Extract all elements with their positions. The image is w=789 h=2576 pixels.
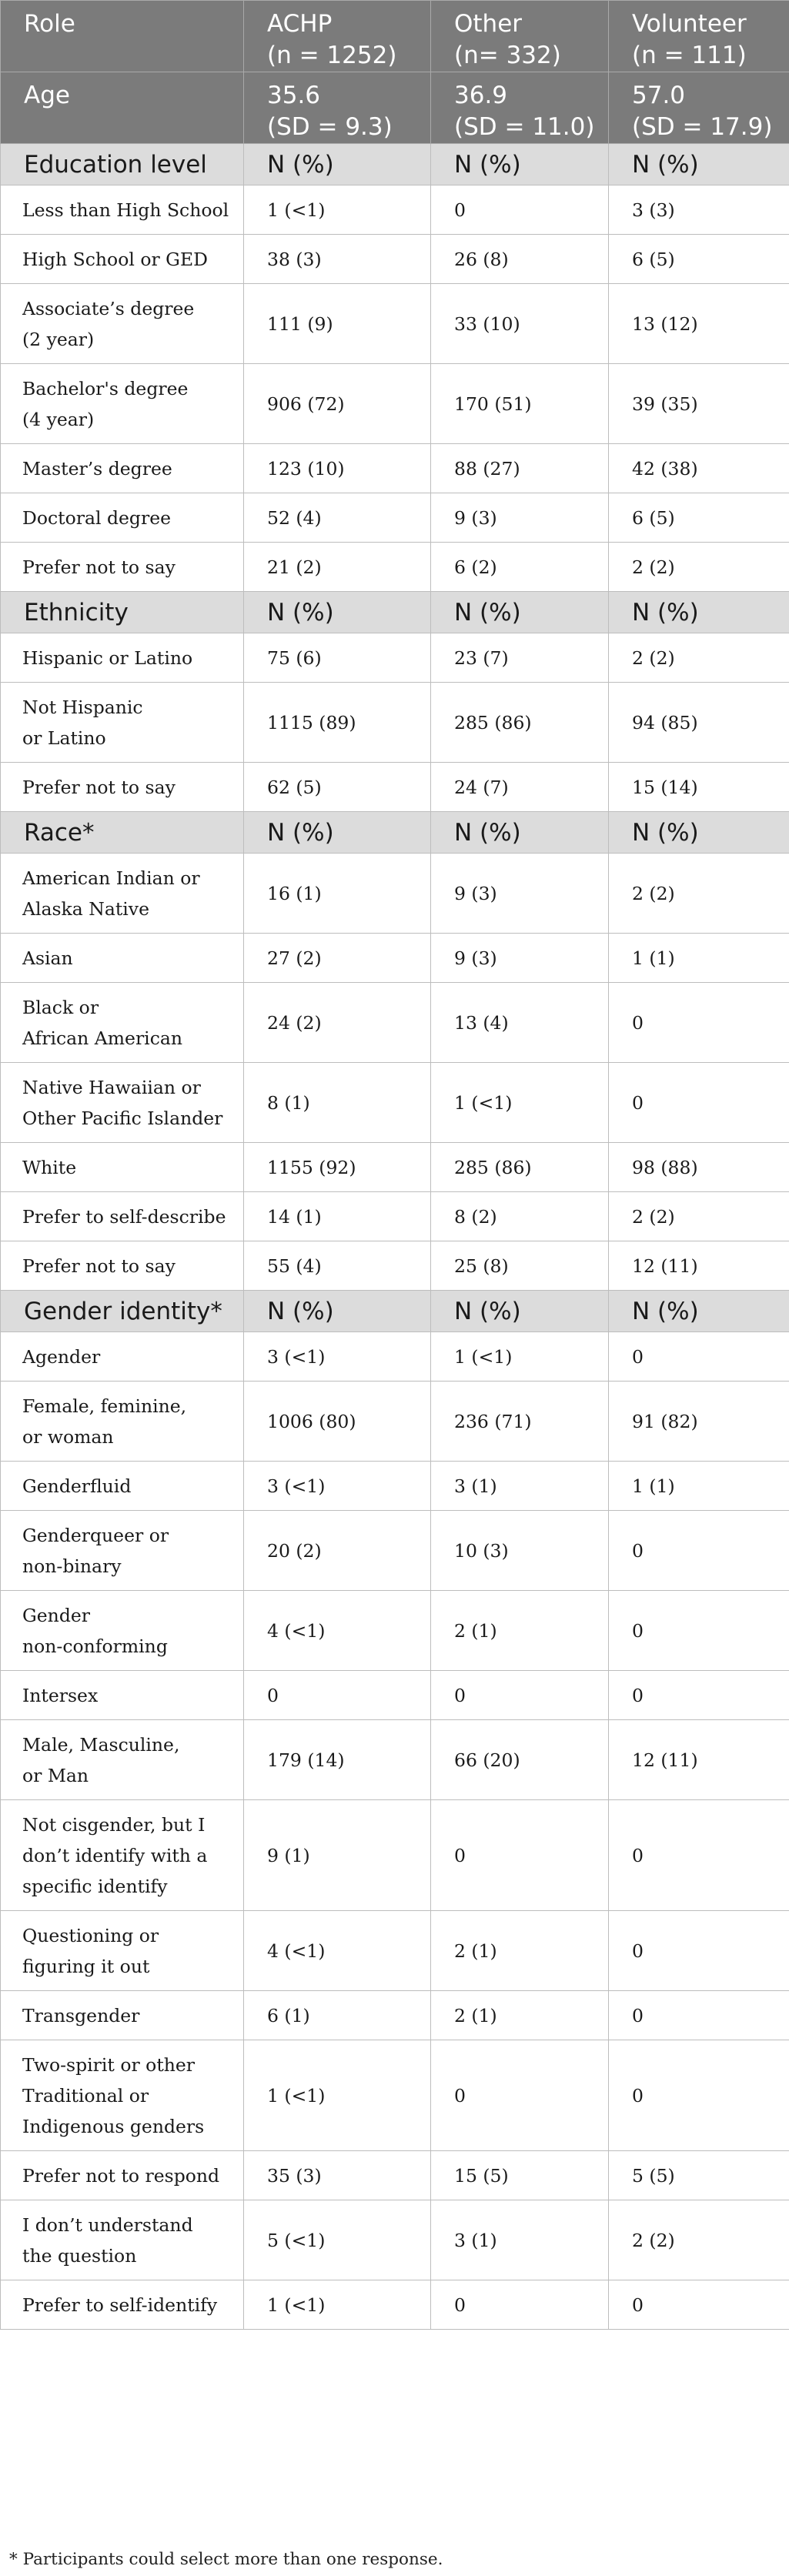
table-row-achp-cell: 1115 (89) — [244, 683, 431, 763]
header-row-age-achp-cell: 35.6 (SD = 9.3) — [244, 72, 431, 144]
section-header-achp-cell: N (%) — [244, 812, 431, 854]
table-row-achp-cell: 6 (1) — [244, 1991, 431, 2040]
table-row-label-cell: Two-spirit or other Traditional or Indigenous genders — [1, 2040, 244, 2151]
table-row-other-cell: 2 (1) — [431, 1991, 609, 2040]
header-row-role — [1, 1, 789, 72]
table-row — [1, 284, 789, 364]
table-row-volunteer-cell: 91 (82) — [609, 1382, 789, 1462]
table-row-other-cell: 10 (3) — [431, 1511, 609, 1591]
table-row-volunteer-cell: 0 — [609, 1911, 789, 1991]
table-row-achp-cell: 4 (<1) — [244, 1591, 431, 1671]
table-body — [1, 1, 789, 2330]
table-row-other-cell: 15 (5) — [431, 2151, 609, 2200]
table-row — [1, 185, 789, 235]
table-row-label-cell: Prefer not to say — [1, 1241, 244, 1291]
table-row-other-cell: 9 (3) — [431, 493, 609, 543]
table-row-label-cell: Associate’s degree (2 year) — [1, 284, 244, 364]
table-row-volunteer-cell: 98 (88) — [609, 1143, 789, 1192]
table-row-label-cell: Bachelor's degree (4 year) — [1, 364, 244, 444]
table-row-other-cell: 1 (<1) — [431, 1332, 609, 1382]
table-row — [1, 1800, 789, 1911]
table-row-volunteer-cell: 6 (5) — [609, 493, 789, 543]
table-row — [1, 1720, 789, 1800]
table-row — [1, 2200, 789, 2280]
footnote: * Participants could select more than one response. — [9, 2550, 443, 2569]
table-row — [1, 1991, 789, 2040]
table-row-achp-cell: 55 (4) — [244, 1241, 431, 1291]
table-row-label-cell: Gender non-conforming — [1, 1591, 244, 1671]
header-row-role-achp-cell: ACHP (n = 1252) — [244, 1, 431, 72]
table-row-label-cell: American Indian or Alaska Native — [1, 854, 244, 934]
header-row-role-other-cell: Other (n= 332) — [431, 1, 609, 72]
table-row — [1, 543, 789, 592]
table-row — [1, 2040, 789, 2151]
section-header-other-cell: N (%) — [431, 1291, 609, 1332]
table-row-label-cell: Genderfluid — [1, 1462, 244, 1511]
table-row-other-cell: 24 (7) — [431, 763, 609, 812]
table-row-achp-cell: 16 (1) — [244, 854, 431, 934]
table-row-other-cell: 3 (1) — [431, 1462, 609, 1511]
section-header-volunteer-cell: N (%) — [609, 144, 789, 185]
table-row — [1, 934, 789, 983]
table-row-achp-cell: 1 (<1) — [244, 2280, 431, 2330]
section-header-other-cell: N (%) — [431, 812, 609, 854]
table-row-label-cell: Prefer to self-identify — [1, 2280, 244, 2330]
table-row-volunteer-cell: 0 — [609, 1671, 789, 1720]
table-row-achp-cell: 906 (72) — [244, 364, 431, 444]
table-row-volunteer-cell: 0 — [609, 2040, 789, 2151]
table-row-other-cell: 236 (71) — [431, 1382, 609, 1462]
table-row-label-cell: Prefer not to respond — [1, 2151, 244, 2200]
table-row — [1, 1462, 789, 1511]
table-row-label-cell: Questioning or figuring it out — [1, 1911, 244, 1991]
table-row-achp-cell: 179 (14) — [244, 1720, 431, 1800]
table-row-volunteer-cell: 42 (38) — [609, 444, 789, 493]
table-row-label-cell: High School or GED — [1, 235, 244, 284]
table-row-other-cell: 0 — [431, 2280, 609, 2330]
table-row-achp-cell: 4 (<1) — [244, 1911, 431, 1991]
table-row-volunteer-cell: 0 — [609, 1332, 789, 1382]
table-row-label-cell: Agender — [1, 1332, 244, 1382]
table-row — [1, 1192, 789, 1241]
table-row-achp-cell: 1006 (80) — [244, 1382, 431, 1462]
table-row-other-cell: 0 — [431, 1671, 609, 1720]
table-row-label-cell: I don’t understand the question — [1, 2200, 244, 2280]
table-row-volunteer-cell: 3 (3) — [609, 185, 789, 235]
table-row-achp-cell: 27 (2) — [244, 934, 431, 983]
header-row-age-other-cell: 36.9 (SD = 11.0) — [431, 72, 609, 144]
table-row — [1, 493, 789, 543]
table-row-label-cell: Female, feminine, or woman — [1, 1382, 244, 1462]
section-header — [1, 144, 789, 185]
table-row-other-cell: 88 (27) — [431, 444, 609, 493]
table-row-other-cell: 285 (86) — [431, 1143, 609, 1192]
table-row — [1, 2151, 789, 2200]
table-row-label-cell: Not cisgender, but I don’t identify with a specific identify — [1, 1800, 244, 1911]
table-row-label-cell: Genderqueer or non-binary — [1, 1511, 244, 1591]
table-row — [1, 1063, 789, 1143]
table-row-volunteer-cell: 0 — [609, 1591, 789, 1671]
table-row-other-cell: 3 (1) — [431, 2200, 609, 2280]
table-row-label-cell: Black or African American — [1, 983, 244, 1063]
section-header-volunteer-cell: N (%) — [609, 592, 789, 633]
table-row-volunteer-cell: 0 — [609, 1511, 789, 1591]
table-row — [1, 444, 789, 493]
table-row-other-cell: 285 (86) — [431, 683, 609, 763]
section-header-label-cell: Gender identity* — [1, 1291, 244, 1332]
table-row-other-cell: 6 (2) — [431, 543, 609, 592]
table-row-volunteer-cell: 6 (5) — [609, 235, 789, 284]
table-row — [1, 1332, 789, 1382]
table-row — [1, 1591, 789, 1671]
table-row-achp-cell: 20 (2) — [244, 1511, 431, 1591]
table-row-volunteer-cell: 1 (1) — [609, 934, 789, 983]
section-header-volunteer-cell: N (%) — [609, 812, 789, 854]
table-row-achp-cell: 3 (<1) — [244, 1462, 431, 1511]
table-row-volunteer-cell: 2 (2) — [609, 543, 789, 592]
table-row-other-cell: 26 (8) — [431, 235, 609, 284]
table-row-label-cell: Native Hawaiian or Other Pacific Islander — [1, 1063, 244, 1143]
section-header-achp-cell: N (%) — [244, 1291, 431, 1332]
table-row-volunteer-cell: 15 (14) — [609, 763, 789, 812]
section-header-label-cell: Education level — [1, 144, 244, 185]
table-row-achp-cell: 38 (3) — [244, 235, 431, 284]
table-row-achp-cell: 1 (<1) — [244, 185, 431, 235]
table-row-other-cell: 25 (8) — [431, 1241, 609, 1291]
table-row-achp-cell: 5 (<1) — [244, 2200, 431, 2280]
table-row-volunteer-cell: 0 — [609, 1800, 789, 1911]
table-row-label-cell: Asian — [1, 934, 244, 983]
table-row-achp-cell: 9 (1) — [244, 1800, 431, 1911]
table-row-label-cell: Transgender — [1, 1991, 244, 2040]
table-row-volunteer-cell: 0 — [609, 1063, 789, 1143]
table-row-volunteer-cell: 2 (2) — [609, 2200, 789, 2280]
table-row — [1, 1143, 789, 1192]
table-row — [1, 364, 789, 444]
table-row-volunteer-cell: 5 (5) — [609, 2151, 789, 2200]
table-row-volunteer-cell: 12 (11) — [609, 1241, 789, 1291]
table-row-volunteer-cell: 39 (35) — [609, 364, 789, 444]
table-row-achp-cell: 62 (5) — [244, 763, 431, 812]
table-row-achp-cell: 3 (<1) — [244, 1332, 431, 1382]
table-row-volunteer-cell: 0 — [609, 983, 789, 1063]
section-header-achp-cell: N (%) — [244, 144, 431, 185]
table-row-achp-cell: 111 (9) — [244, 284, 431, 364]
header-row-role-label-cell: Role — [1, 1, 244, 72]
table-row-other-cell: 9 (3) — [431, 854, 609, 934]
table-row-label-cell: Less than High School — [1, 185, 244, 235]
section-header-label-cell: Race* — [1, 812, 244, 854]
table-row-label-cell: Hispanic or Latino — [1, 633, 244, 683]
table-row-achp-cell: 0 — [244, 1671, 431, 1720]
table-row-volunteer-cell: 0 — [609, 2280, 789, 2330]
table-row — [1, 1911, 789, 1991]
table-row — [1, 633, 789, 683]
table-row-other-cell: 9 (3) — [431, 934, 609, 983]
section-header-other-cell: N (%) — [431, 592, 609, 633]
table-row — [1, 683, 789, 763]
table-row-achp-cell: 1155 (92) — [244, 1143, 431, 1192]
section-header-other-cell: N (%) — [431, 144, 609, 185]
section-header-achp-cell: N (%) — [244, 592, 431, 633]
table-row — [1, 1511, 789, 1591]
table-row-volunteer-cell: 1 (1) — [609, 1462, 789, 1511]
header-row-age-volunteer-cell: 57.0 (SD = 17.9) — [609, 72, 789, 144]
table-row-achp-cell: 52 (4) — [244, 493, 431, 543]
table-row-achp-cell: 24 (2) — [244, 983, 431, 1063]
table-row-other-cell: 8 (2) — [431, 1192, 609, 1241]
header-row-age — [1, 72, 789, 144]
table-row-achp-cell: 123 (10) — [244, 444, 431, 493]
section-header-label-cell: Ethnicity — [1, 592, 244, 633]
table-row — [1, 2280, 789, 2330]
table-row-label-cell: Prefer to self-describe — [1, 1192, 244, 1241]
table-row-achp-cell: 14 (1) — [244, 1192, 431, 1241]
table-row — [1, 1241, 789, 1291]
table-row — [1, 1382, 789, 1462]
table-row-volunteer-cell: 2 (2) — [609, 633, 789, 683]
header-row-role-volunteer-cell: Volunteer (n = 111) — [609, 1, 789, 72]
table-row-other-cell: 170 (51) — [431, 364, 609, 444]
table-row-other-cell: 23 (7) — [431, 633, 609, 683]
table-row-label-cell: White — [1, 1143, 244, 1192]
section-header-volunteer-cell: N (%) — [609, 1291, 789, 1332]
table-row-label-cell: Doctoral degree — [1, 493, 244, 543]
table-row-label-cell: Master’s degree — [1, 444, 244, 493]
section-header — [1, 812, 789, 854]
table-row — [1, 854, 789, 934]
table-row-other-cell: 2 (1) — [431, 1591, 609, 1671]
table-row-label-cell: Prefer not to say — [1, 763, 244, 812]
table-row-other-cell: 2 (1) — [431, 1911, 609, 1991]
table-row-achp-cell: 8 (1) — [244, 1063, 431, 1143]
table-row-other-cell: 13 (4) — [431, 983, 609, 1063]
section-header — [1, 592, 789, 633]
table-row-label-cell: Not Hispanic or Latino — [1, 683, 244, 763]
table-row-other-cell: 0 — [431, 2040, 609, 2151]
table-row-other-cell: 1 (<1) — [431, 1063, 609, 1143]
table-row-label-cell: Male, Masculine, or Man — [1, 1720, 244, 1800]
table-row-volunteer-cell: 2 (2) — [609, 1192, 789, 1241]
table-row-volunteer-cell: 94 (85) — [609, 683, 789, 763]
table-row-other-cell: 0 — [431, 185, 609, 235]
table-row-other-cell: 33 (10) — [431, 284, 609, 364]
table-row — [1, 1671, 789, 1720]
header-row-age-label-cell: Age — [1, 72, 244, 144]
table-row-achp-cell: 75 (6) — [244, 633, 431, 683]
table-row-label-cell: Intersex — [1, 1671, 244, 1720]
table-row-volunteer-cell: 0 — [609, 1991, 789, 2040]
table-row-achp-cell: 1 (<1) — [244, 2040, 431, 2151]
table-row — [1, 235, 789, 284]
table-row-other-cell: 66 (20) — [431, 1720, 609, 1800]
table-row-achp-cell: 35 (3) — [244, 2151, 431, 2200]
table-row-volunteer-cell: 2 (2) — [609, 854, 789, 934]
table-row-label-cell: Prefer not to say — [1, 543, 244, 592]
table-row-other-cell: 0 — [431, 1800, 609, 1911]
table-row-volunteer-cell: 13 (12) — [609, 284, 789, 364]
table-row — [1, 983, 789, 1063]
table-row — [1, 763, 789, 812]
table-row-achp-cell: 21 (2) — [244, 543, 431, 592]
table-row-volunteer-cell: 12 (11) — [609, 1720, 789, 1800]
section-header — [1, 1291, 789, 1332]
